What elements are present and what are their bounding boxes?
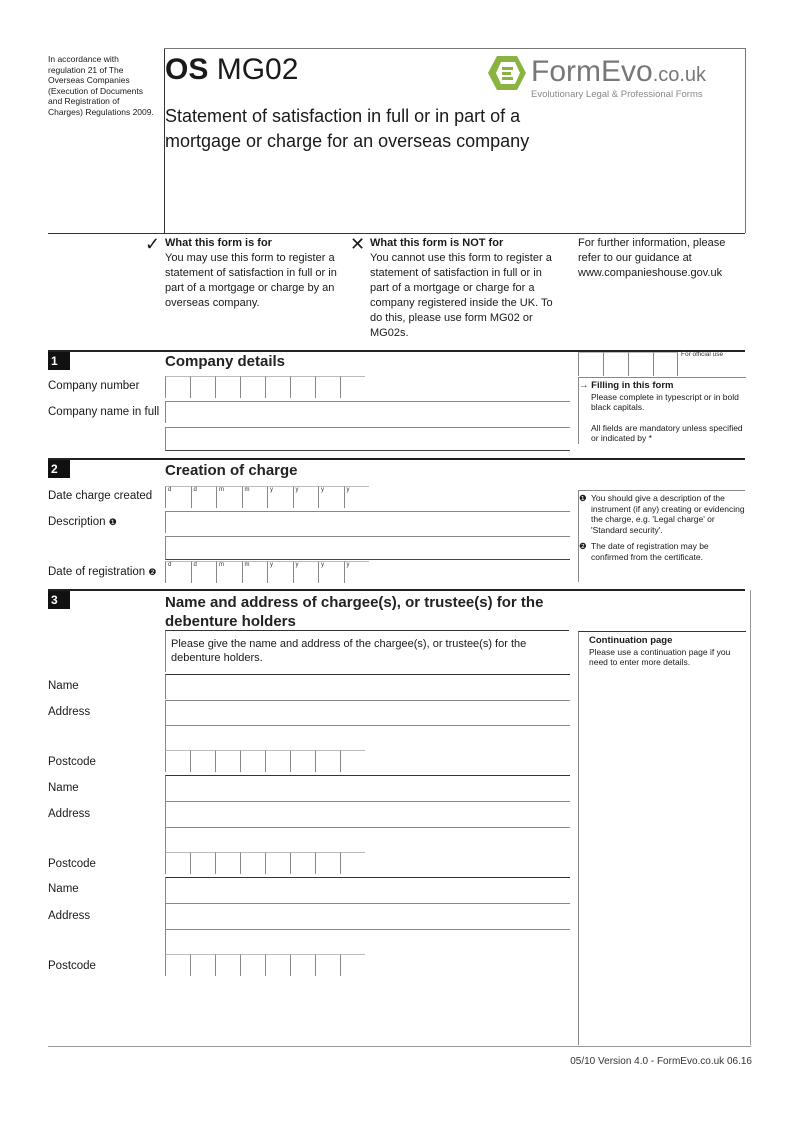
not-for-block: [370, 236, 560, 341]
note2-marker-icon: ❷: [579, 541, 587, 551]
description-field-2[interactable]: [165, 536, 570, 560]
note2-text: The date of registration may be confirmed from the certificate.: [591, 541, 709, 562]
chargee2-address-field-2[interactable]: [165, 827, 570, 852]
filling-title: Filling in this form: [591, 380, 674, 391]
chargee1-name-field[interactable]: [165, 674, 570, 699]
company-number-input[interactable]: [165, 376, 365, 398]
section3-title: [165, 593, 543, 631]
section3-title-line2: debenture holders: [165, 613, 296, 630]
official-use-boxes: [578, 352, 678, 376]
form-title-line2: mortgage or charge for an overseas company: [165, 131, 530, 151]
form-prefix: OS: [165, 53, 209, 86]
is-for-block: [165, 236, 350, 311]
chargee2-postcode-label: Postcode: [48, 858, 96, 870]
note1-text: You should give a description of the instrument (if any) creating or evidencing the charge, e.g. 'Legal charge' or 'Standard security'.: [591, 493, 745, 535]
formevo-hexagon-icon: [487, 54, 527, 92]
chargee3-address-field-1[interactable]: [165, 903, 570, 929]
section1-title: Company details: [165, 353, 286, 370]
note1-marker-icon: ❶: [579, 493, 587, 503]
further-info: For further information, please refer to our guidance at www.companieshouse.gov.uk: [578, 237, 726, 279]
regulation-note: In accordance with regulation 21 of The Overseas Companies (Execution of Documents and Registration of Charges) Regulations 2009.: [48, 54, 154, 117]
logo-name: FormEvo: [531, 55, 653, 88]
official-use-label: For official use: [681, 351, 724, 358]
filling-text: Please complete in typescript or in bold black capitals.: [591, 391, 739, 412]
chargee1-postcode-label: Postcode: [48, 756, 96, 768]
chargee2-name-label: Name: [48, 782, 79, 794]
header-top-rule: [164, 48, 745, 49]
is-for-title: What this form is for: [165, 237, 272, 249]
footer-rule: [48, 1046, 751, 1047]
company-name-label: Company name in full: [48, 406, 160, 418]
chargee2-address-label: Address: [48, 808, 91, 820]
chargee2-name-field[interactable]: [165, 775, 570, 801]
company-number-label: Company number: [48, 380, 140, 392]
section3-number: 3: [48, 591, 70, 609]
section3-title-line1: Name and address of chargee(s), or trustee(s) for the: [165, 594, 544, 611]
filling-in-note: [578, 377, 746, 444]
arrow-icon: →: [579, 380, 589, 391]
check-icon: ✓: [145, 234, 161, 254]
section3-rule: [48, 589, 745, 591]
is-for-text: You may use this form to register a statement of satisfaction in full or in part of a mortgage or charge by an overseas company.: [165, 252, 337, 309]
chargee3-postcode-label: Postcode: [48, 960, 96, 972]
form-title: [165, 104, 565, 154]
section1-number: 1: [48, 352, 70, 370]
date-registration-input[interactable]: d d m m y y y y: [165, 561, 369, 583]
footer-version: 05/10 Version 4.0 - FormEvo.co.uk 06.16: [570, 1056, 752, 1067]
right-frame-rule: [750, 590, 751, 1045]
chargee1-address-field-2[interactable]: [165, 725, 570, 750]
description-field-1[interactable]: [165, 511, 570, 533]
chargee3-address-field-2[interactable]: [165, 929, 570, 954]
chargee3-name-field[interactable]: [165, 877, 570, 903]
form-title-line1: Statement of satisfaction in full or in part of a: [165, 106, 521, 126]
date-registration-label: Date of registration ❷: [48, 566, 157, 578]
chargee3-name-label: Name: [48, 883, 79, 895]
section2-title: Creation of charge: [165, 462, 298, 479]
chargee2-address-field-1[interactable]: [165, 801, 570, 827]
date-created-input[interactable]: d d m m y y y y: [165, 486, 369, 508]
form-code: [165, 52, 298, 88]
chargee2-postcode-input[interactable]: [165, 852, 365, 874]
chargee1-address-field-1[interactable]: [165, 700, 570, 725]
company-name-field-1[interactable]: [165, 401, 570, 423]
not-for-text: You cannot use this form to register a statement of satisfaction in full or in part of a mortgage or charge for a company registered inside the UK. To do this, please use form MG02 or MG02s.: [370, 252, 553, 339]
section2-notes: [578, 490, 745, 582]
mandatory-text: All fields are mandatory unless specified or indicated by *: [591, 422, 743, 443]
chargee3-postcode-input[interactable]: [165, 954, 365, 976]
chargee1-name-label: Name: [48, 680, 79, 692]
date-created-label: Date charge created: [48, 490, 153, 502]
section3-instruction: Please give the name and address of the chargee(s), or trustee(s) for the debenture holders.: [165, 630, 569, 672]
cross-icon: ✕: [350, 234, 366, 254]
formevo-logo: [487, 54, 737, 104]
section2-rule: [48, 458, 745, 460]
not-for-title: What this form is NOT for: [370, 237, 504, 249]
section2-number: 2: [48, 460, 70, 478]
continuation-text: Please use a continuation page if you need to enter more details.: [589, 646, 731, 667]
logo-suffix: .co.uk: [652, 64, 707, 86]
continuation-panel: [578, 631, 746, 1045]
logo-tagline: Evolutionary Legal & Professional Forms: [531, 89, 703, 100]
chargee1-address-label: Address: [48, 706, 91, 718]
chargee1-postcode-input[interactable]: [165, 750, 365, 772]
header-right-rule: [745, 48, 746, 233]
company-name-field-2[interactable]: [165, 427, 570, 451]
chargee3-address-label: Address: [48, 910, 91, 922]
description-label: Description ❶: [48, 516, 117, 528]
continuation-title: Continuation page: [589, 635, 673, 646]
form-number: MG02: [216, 53, 299, 86]
